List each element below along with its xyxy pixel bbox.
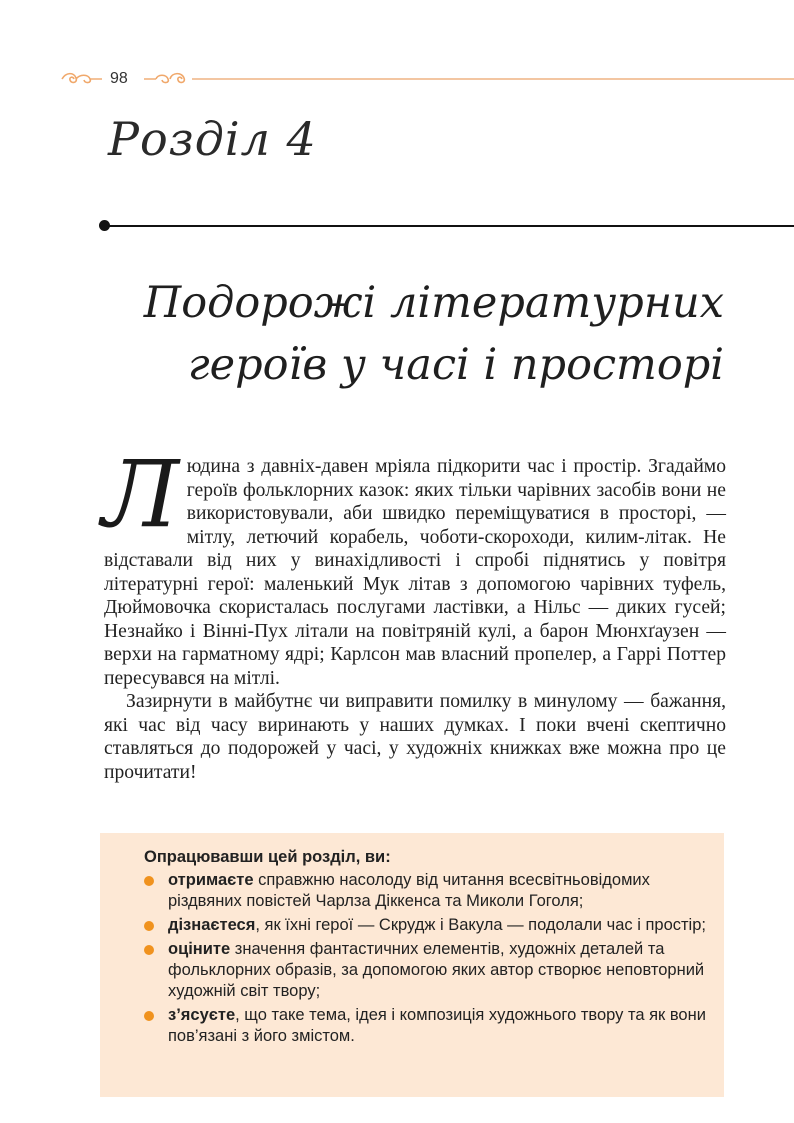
objective-text: , як їхні герої — Скрудж і Вакула — подолали час і простір; <box>255 916 706 934</box>
objectives-list <box>144 870 714 1050</box>
chapter-title-line2: героїв у часі і просторі <box>187 340 724 390</box>
page-header <box>60 66 794 96</box>
bullet-icon <box>144 1011 154 1021</box>
chapter-title-line1: Подорожі літературних <box>143 278 724 328</box>
intro-text <box>102 441 726 784</box>
bullet-icon <box>144 876 154 886</box>
intro-paragraph-2: Зазирнути в майбутнє чи виправити помилку в минулому — бажання, які час від часу виринають у наших думках. І поки вчені скептично ставляться до подорожей у часі, у художніх книжках вже можна про це прочитати! <box>104 691 726 783</box>
objective-text: значення фантастичних елементів, художніх деталей та фольклорних образів, за допомогою яких автор створює неповторний художній світ твору; <box>168 940 705 1000</box>
left-ornament-icon <box>60 71 104 87</box>
objectives-box <box>100 833 724 1097</box>
chapter-title <box>124 272 724 396</box>
chapter-rule <box>104 225 794 227</box>
objective-text: справжню насолоду від читання всесвітньовідомих різдвяних повістей Чарлза Діккенса та Миколи Гоголя; <box>168 871 650 910</box>
objective-keyword: оціните <box>168 940 231 958</box>
objective-item <box>144 915 714 936</box>
chapter-label: Розділ 4 <box>108 112 317 166</box>
page-number: 98 <box>110 70 128 87</box>
right-ornament-icon <box>142 71 188 87</box>
objective-item <box>144 939 714 1002</box>
objective-keyword: з’ясуєте <box>168 1006 236 1024</box>
bullet-icon <box>144 921 154 931</box>
objectives-heading: Опрацювавши цей розділ, ви: <box>144 848 391 866</box>
objective-keyword: дізнаєтеся <box>168 916 256 934</box>
bullet-icon <box>144 945 154 955</box>
drop-cap: Л <box>102 441 179 548</box>
intro-paragraph-1-text: юдина з давніх-давен мріяла підкорити час і простір. Згадаймо героїв фольклорних казок: яких тільки чарівних засобів вони не використовували, аби швидко переміщуватися в просторі, — мітлу, летючий корабель, чоботи-скороходи, килим-літак. Не відставали від них у винахідливості і спробі піднятись у повітря літературні герої: маленький Мук літав з допомогою чарівних туфель, Дюймовочка скористалась послугами ластівки, а Нільс — диких гусей; Незнайко і Вінні-Пух літали на повітряній кулі, а барон Мюнхґаузен — верхи на гарматному ядрі; Карлсон мав власний пропелер, а Гаррі Поттер пересувався на мітлі. <box>104 456 726 689</box>
objective-item <box>144 870 714 912</box>
intro-paragraph-1 <box>102 441 726 690</box>
objective-text: , що таке тема, ідея і композиція художнього твору та як вони пов’язані з його змістом. <box>168 1006 706 1045</box>
objective-keyword: отримаєте <box>168 871 254 889</box>
objective-item <box>144 1005 714 1047</box>
header-rule <box>192 78 794 80</box>
